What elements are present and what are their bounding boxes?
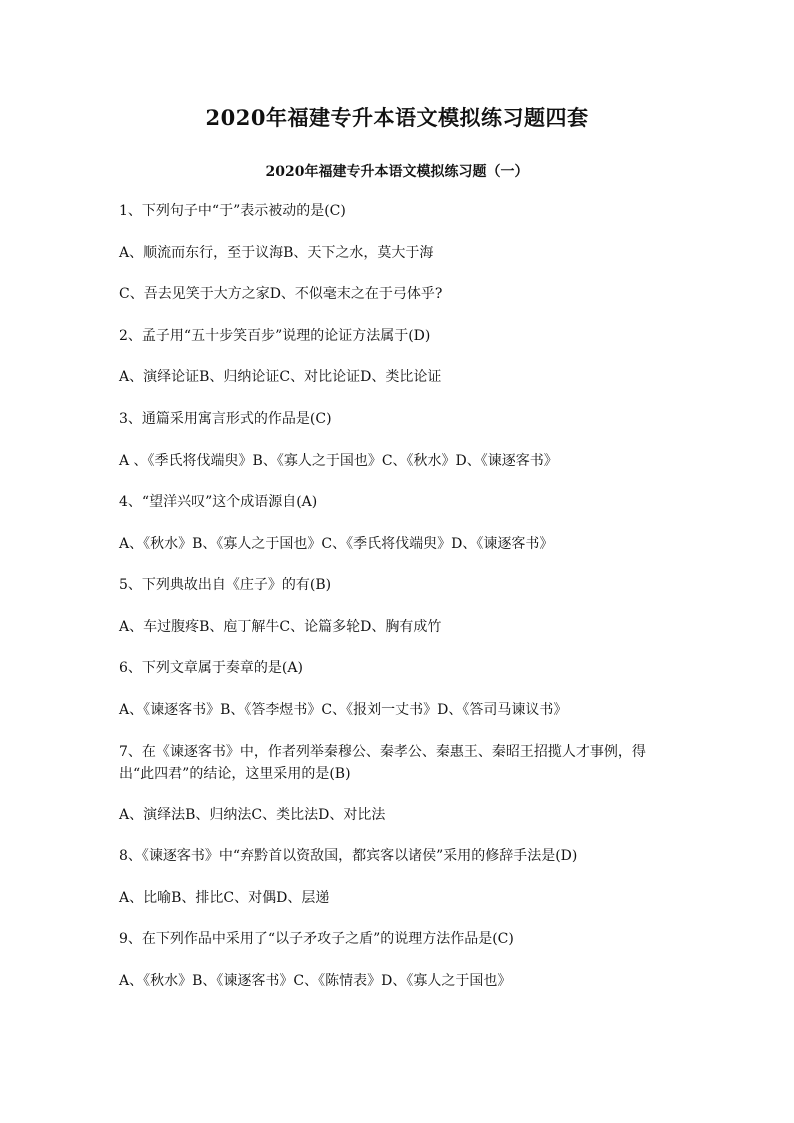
question-1-options-ab: A、顺流而东行，至于议海B、天下之水，莫大于海 [119, 245, 434, 261]
question-3-options: A 、《季氏将伐端臾》B、《寡人之于国也》C、《秋水》D、《谏逐客书》 [119, 453, 558, 469]
question-8-options: A、比喻B、排比C、对偶D、层递 [119, 890, 330, 906]
question-6-options: A、《谏逐客书》B、《答李煜书》C、《报刘一丈书》D、《答司马谏议书》 [119, 702, 568, 718]
question-4: 4、“望洋兴叹”这个成语源自(A) [119, 494, 318, 510]
question-7: 7、在《谏逐客书》中，作者列举秦穆公、秦孝公、秦惠王、秦昭王招揽人才事例，得出“此四君”的结论，这里采用的是(B) [119, 744, 646, 782]
document-title: 2020年福建专升本语文模拟练习题四套 [205, 105, 589, 130]
question-5: 5、下列典故出自《庄子》的有(B) [119, 577, 332, 593]
question-1: 1、下列句子中“于”表示被动的是(C) [119, 203, 346, 219]
question-2: 2、孟子用“五十步笑百步”说理的论证方法属于(D) [119, 328, 431, 344]
question-1-options-cd: C、吾去见笑于大方之家D、不似毫末之在于弓体乎? [119, 286, 443, 302]
question-9-options: A、《秋水》B、《谏逐客书》C、《陈情表》D、《寡人之于国也》 [119, 973, 512, 989]
document-subtitle: 2020年福建专升本语文模拟练习题（一） [265, 164, 529, 180]
question-3: 3、通篇采用寓言形式的作品是(C) [119, 411, 332, 427]
question-8: 8、《谏逐客书》中“弃黔首以资敌国，都宾客以诸侯”采用的修辞手法是(D) [119, 848, 578, 864]
question-5-options: A、车过腹疼B、庖丁解牛C、论篇多轮D、胸有成竹 [119, 619, 442, 635]
question-6: 6、下列文章属于奏章的是(A) [119, 660, 303, 676]
question-9: 9、在下列作品中采用了“以子矛攻子之盾”的说理方法作品是(C) [119, 931, 514, 947]
question-2-options: A、演绎论证B、归纳论证C、对比论证D、类比论证 [119, 369, 442, 385]
question-7-options: A、演绎法B、归纳法C、类比法D、对比法 [119, 807, 386, 823]
question-4-options: A、《秋水》B、《寡人之于国也》C、《季氏将伐端臾》D、《谏逐客书》 [119, 536, 554, 552]
